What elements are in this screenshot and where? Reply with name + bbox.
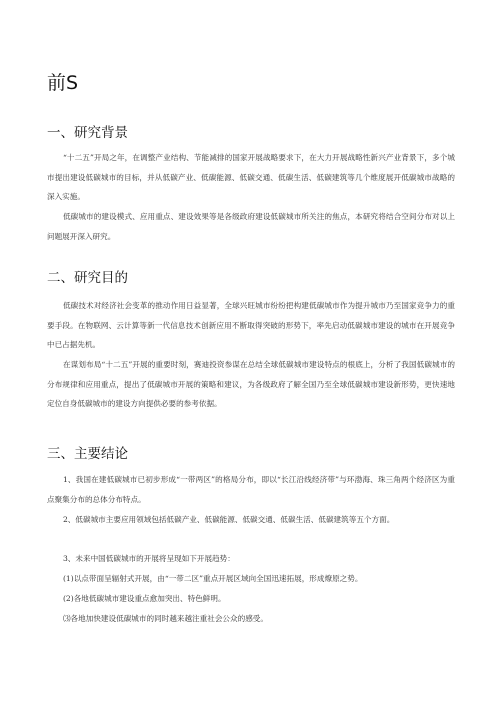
paragraph: ⑶各地加快建设低碳城市的同时越来越注重社会公众的感受。 [62, 614, 268, 623]
paragraph: 低碳城市的建设模式、应用重点、建设效果等是各级政府建设低碳城市所关注的焦点，本研究将结合空间分布对以上问题展开深入研究。 [47, 212, 455, 241]
paragraph: 在谋划布局“十二五”开展的重要时刻，赛迪投资参谋在总结全球低碳城市建设特点的根底上，分析了我国低碳城市的分布规律和应用重点，提出了低碳城市开展的策略和建议，为各级政府了解全国乃至全球低碳城市建设新形势，更快速地定位自身低碳城市的建设方向提供必要的参考依据。 [47, 360, 455, 408]
paragraph: 低碳技术对经济社会变革的推动作用日益显著，全球兴旺城市纷纷把构建低碳城市作为提升城市乃至国家竞争力的重要手段。在物联网、云计算等新一代信息技术创新应用不断取得突破的形势下，率先启动低碳城市建设的城市在开展竞争中已占据先机。 [47, 301, 455, 349]
paragraph: 2、低碳城市主要应用领域包括低碳产业、低碳能源、低碳交通、低碳生活、低碳建筑等五个方面。 [62, 515, 395, 524]
paragraph: (1)以点带面呈辐射式开展，由“一带二区”重点开展区域向全国迅速拓展，形成燎原之势。 [62, 574, 363, 583]
paragraph: “十二五”开局之年，在调整产业结构、节能减排的国家开展战略要求下，在大力开展战略性新兴产业背景下，多个城市提出建设低碳城市的目标，并从低碳产业、低碳能源、低碳交通、低碳生活、低碳建筑等几个维度展开低碳城市战略的深入实施。 [47, 153, 455, 201]
paragraph: 3、未来中国低碳城市的开展将呈现如下开展趋势： [62, 554, 235, 563]
page-title: 前S [47, 72, 79, 94]
section-heading-conclusions: 三、主要结论 [47, 446, 128, 462]
paragraph: (2)各地低碳城市建设重点愈加突出、特色鲜明。 [62, 594, 226, 603]
section-heading-purpose: 二、研究目的 [47, 270, 128, 286]
paragraph: 1、我国在建低碳城市已初步形成“一带两区”的格局分布，即以“长江沿线经济带”与环渤海、珠三角两个经济区为重点聚集分布的总体分布特点。 [47, 475, 455, 504]
section-heading-background: 一、研究背景 [47, 125, 128, 141]
